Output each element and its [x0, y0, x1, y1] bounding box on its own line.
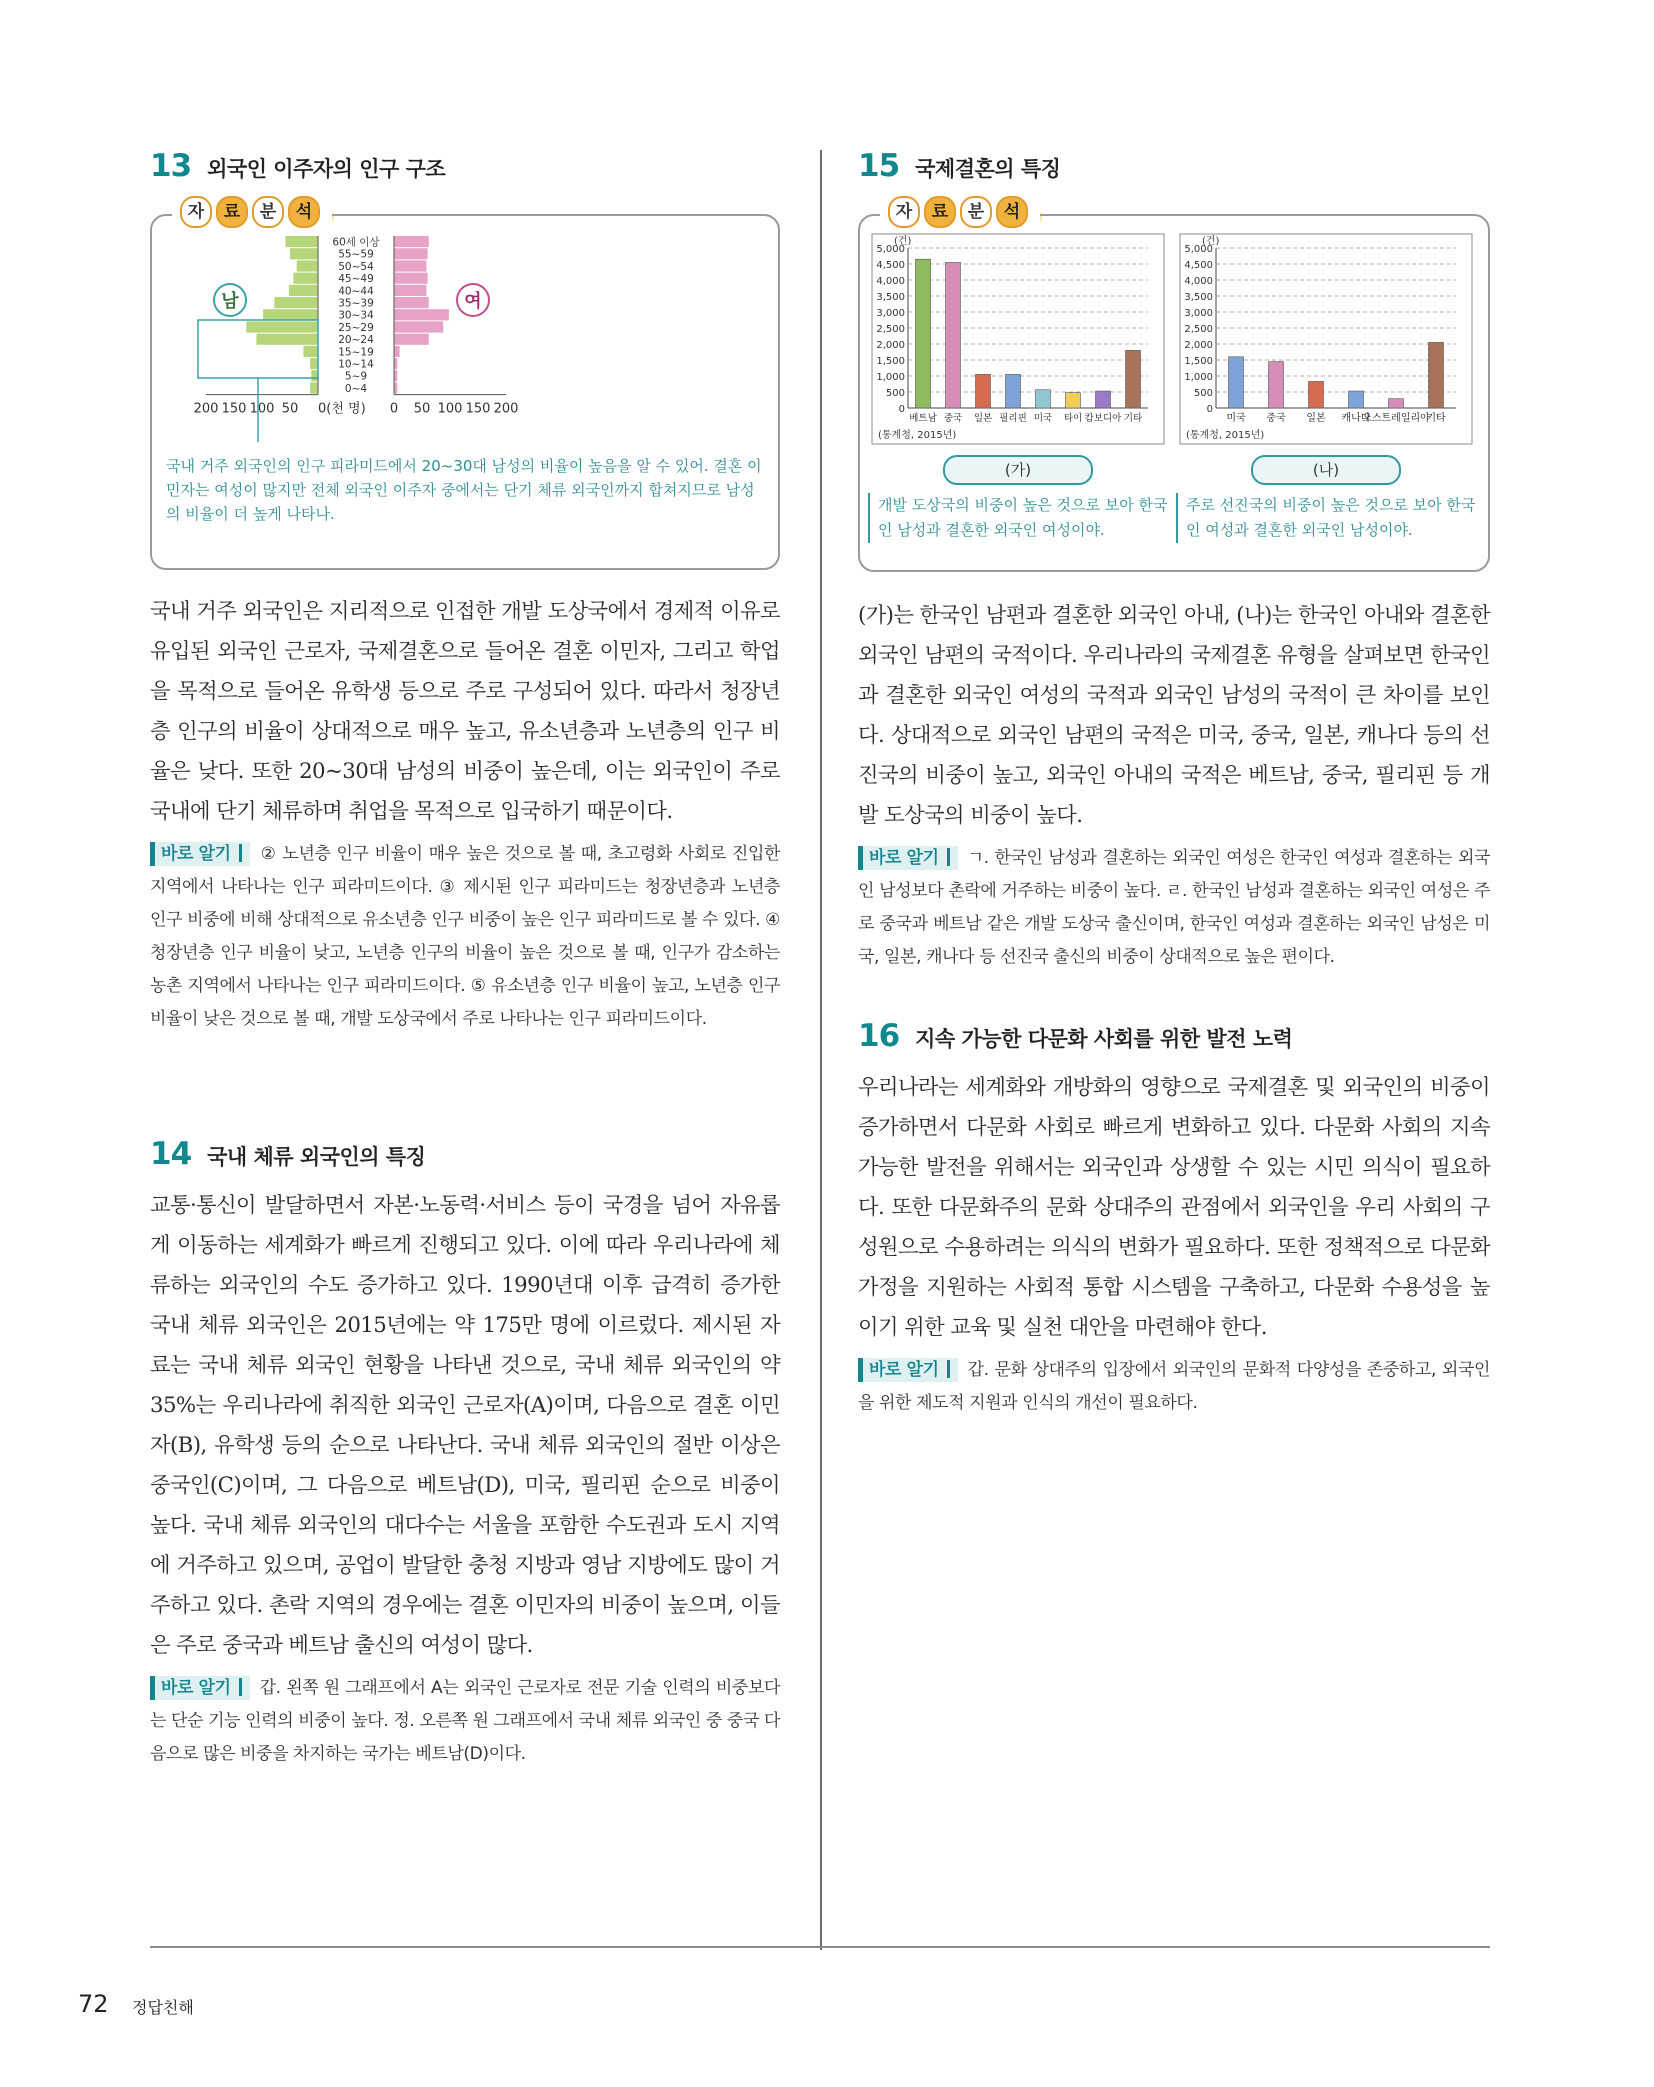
tag-char: 자 — [180, 196, 212, 228]
category-label: 캐나다 — [1341, 413, 1371, 424]
bar — [946, 262, 961, 408]
female-bar — [394, 321, 443, 332]
y-tick-label: 4,000 — [1184, 276, 1213, 287]
section-16-note — [858, 1354, 1490, 1420]
bar — [1096, 391, 1111, 408]
y-tick-label: 1,000 — [876, 372, 905, 383]
section-title: 외국인 이주자의 인구 구조 — [207, 157, 446, 181]
y-unit-label: (건) — [894, 236, 912, 247]
marriage-chart-b — [1176, 226, 1476, 451]
male-bar — [293, 273, 318, 284]
category-label: 캄보디아 — [1084, 413, 1122, 424]
female-bar — [394, 309, 449, 320]
x-tick-label: 100 — [437, 401, 463, 417]
x-tick-label: 150 — [221, 401, 247, 417]
category-label: 베트남 — [909, 413, 937, 424]
x-tick-label: 0(천 명) — [318, 401, 366, 417]
male-label: 남 — [221, 291, 239, 312]
tag-char: 료 — [924, 196, 956, 228]
chart-b-caption: 주로 선진국의 비중이 높은 것으로 보아 한국인 여성과 결혼한 외국인 남성이야. — [1176, 493, 1476, 543]
quick-check-badge: 바로 알기 — [150, 1676, 250, 1700]
x-tick-label: 50 — [413, 401, 431, 417]
female-bar — [394, 382, 397, 393]
category-label: 일본 — [973, 413, 993, 424]
male-bar — [310, 358, 318, 369]
section-title: 지속 가능한 다문화 사회를 위한 발전 노력 — [915, 1027, 1293, 1051]
quick-check-badge: 바로 알기 — [858, 846, 958, 870]
note-text: 갑. 왼쪽 원 그래프에서 A는 외국인 근로자로 전문 기술 인력의 비중보다는 단순 기능 인력의 비중이 높다. 정. 오른쪽 원 그래프에서 국내 체류 외국인 중 중국 다음으로 많은 비중을 차지하는 국가는 베트남(D)이다. — [150, 1678, 780, 1764]
section-13-body: 국내 거주 외국인은 지리적으로 인접한 개발 도상국에서 경제적 이유로 유입된 외국인 근로자, 국제결혼으로 들어온 결혼 이민자, 그리고 학업을 목적으로 들어온 유학생 등으로 주로 구성되어 있다. 따라서 청장년층 인구의 비율이 상대적으로 매우 높고, 유소년층과 노년층의 인구 비율은 낮다. 또한 20~30대 남성의 비중이 높은데, 이는 외국인이 주로 국내에 단기 체류하며 취업을 목적으로 입국하기 때문이다. — [150, 599, 780, 824]
column-divider — [820, 150, 822, 1950]
tag-char: 분 — [960, 196, 992, 228]
tag-char: 료 — [216, 196, 248, 228]
chart-a-label: (가) — [943, 455, 1093, 485]
female-bar — [394, 370, 397, 381]
y-tick-label: 1,000 — [1184, 372, 1213, 383]
age-label: 50~54 — [338, 260, 374, 273]
male-bar — [263, 309, 318, 320]
x-tick-label: 150 — [465, 401, 491, 417]
y-unit-label: (건) — [1202, 236, 1220, 247]
x-tick-label: 50 — [281, 401, 299, 417]
section-15-note — [858, 842, 1490, 974]
section-13-header — [150, 148, 780, 184]
marriage-chart-a — [868, 226, 1168, 451]
x-tick-label: 100 — [249, 401, 275, 417]
age-label: 60세 이상 — [332, 236, 380, 249]
age-label: 15~19 — [338, 346, 374, 359]
y-tick-label: 1,500 — [876, 356, 905, 367]
section-title: 국제결혼의 특징 — [915, 157, 1061, 181]
bar — [1269, 362, 1284, 408]
chart-caption: 국내 거주 외국인의 인구 피라미드에서 20~30대 남성의 비율이 높음을 알 수 있어. 결혼 이민자는 여성이 많지만 전체 외국인 이주자 중에서는 단기 체류 외국인까지 합쳐지므로 남성의 비율이 더 높게 나타나. — [166, 457, 762, 523]
y-tick-label: 5,000 — [876, 244, 905, 255]
y-tick-label: 3,500 — [876, 292, 905, 303]
category-label: 타이 — [1063, 413, 1083, 424]
chart-b-panel — [1176, 226, 1476, 543]
y-tick-label: 0 — [1206, 404, 1213, 415]
category-label: 필리핀 — [999, 413, 1027, 424]
bar — [1429, 342, 1444, 408]
male-bar — [290, 248, 318, 259]
data-analysis-tag — [172, 196, 332, 228]
y-tick-label: 3,000 — [1184, 308, 1213, 319]
male-bar — [256, 334, 318, 345]
data-analysis-box-15 — [858, 202, 1490, 572]
chart-a-caption: 개발 도상국의 비중이 높은 것으로 보아 한국인 남성과 결혼한 외국인 여성이야. — [868, 493, 1168, 543]
category-label: 오스트레일리아 — [1362, 413, 1430, 424]
y-tick-label: 2,000 — [876, 340, 905, 351]
section-number: 15 — [858, 148, 900, 184]
footer-rule — [150, 1946, 1490, 1948]
bar — [1006, 374, 1021, 408]
male-bar — [297, 260, 318, 271]
section-14-note — [150, 1672, 780, 1771]
bar — [1229, 357, 1244, 408]
male-bar — [310, 382, 318, 393]
tag-char: 석 — [996, 196, 1028, 228]
category-label: 중국 — [943, 413, 963, 424]
note-text: ㄱ. 한국인 남성과 결혼하는 외국인 여성은 한국인 여성과 결혼하는 외국인 남성보다 촌락에 거주하는 비중이 높다. ㄹ. 한국인 남성과 결혼하는 외국인 여성은 주로 중국과 베트남 같은 개발 도상국 출신이며, 한국인 여성과 결혼하는 외국인 남성은 미국, 일본, 캐나다 등 선진국 출신의 비중이 상대적으로 높은 편이다. — [858, 848, 1490, 967]
y-tick-label: 500 — [885, 388, 905, 399]
x-tick-label: 200 — [193, 401, 219, 417]
right-column — [858, 148, 1490, 1420]
section-15-body: (가)는 한국인 남편과 결혼한 외국인 아내, (나)는 한국인 아내와 결혼한 외국인 남편의 국적이다. 우리나라의 국제결혼 유형을 살펴보면 한국인과 결혼한 외국인 여성의 국적과 외국인 남성의 국적이 큰 차이를 보인다. 상대적으로 외국인 남편의 국적은 미국, 중국, 일본, 캐나다 등의 선진국의 비중이 높고, 외국인 아내의 국적은 베트남, 중국, 필리핀 등 개발 도상국의 비중이 높다. — [858, 603, 1491, 828]
y-tick-label: 4,500 — [876, 260, 905, 271]
y-tick-label: 3,500 — [1184, 292, 1213, 303]
bar — [1389, 399, 1404, 408]
category-label: 중국 — [1266, 413, 1286, 424]
section-title: 국내 체류 외국인의 특징 — [207, 1145, 426, 1169]
note-text: ② 노년층 인구 비율이 매우 높은 것으로 볼 때, 초고령화 사회로 진입한 지역에서 나타나는 인구 피라미드이다. ③ 제시된 인구 피라미드는 청장년층과 노년층 인구 비중에 비해 상대적으로 유소년층 인구 비중이 높은 인구 피라미드로 볼 수 있다. ④ 청장년층 인구 비율이 낮고, 노년층 인구의 비율이 높은 것으로 볼 때, 인구가 감소하는 농촌 지역에서 나타나는 인구 피라미드이다. ⑤ 유소년층 인구 비율이 높고, 노년층 인구 비율이 낮은 것으로 볼 때, 개발 도상국에서 주로 나타나는 인구 피라미드이다. — [150, 844, 780, 1029]
quick-check-badge: 바로 알기 — [858, 1358, 958, 1382]
section-13-note — [150, 838, 780, 1036]
source-label: (통계청, 2015년) — [1186, 430, 1265, 441]
male-bar — [286, 236, 318, 247]
female-bar — [394, 334, 429, 345]
category-label: 일본 — [1306, 413, 1326, 424]
y-tick-label: 5,000 — [1184, 244, 1213, 255]
category-label: 기타 — [1426, 413, 1446, 424]
y-tick-label: 3,000 — [876, 308, 905, 319]
chart-a-panel — [868, 226, 1168, 543]
section-16-body: 우리나라는 세계화와 개방화의 영향으로 국제결혼 및 외국인의 비중이 증가하면서 다문화 사회로 빠르게 변화하고 있다. 다문화 사회의 지속 가능한 발전을 위해서는 외국인과 상생할 수 있는 시민 의식이 필요하다. 또한 다문화주의 문화 상대주의 관점에서 외국인을 우리 사회의 구성원으로 수용하려는 의식의 변화가 필요하다. 또한 정책적으로 다문화 가정을 지원하는 사회적 통합 시스템을 구축하고, 다문화 수용성을 높이기 위한 교육 및 실천 대안을 마련해야 한다. — [858, 1075, 1490, 1340]
y-tick-label: 1,500 — [1184, 356, 1213, 367]
male-bar — [303, 346, 318, 357]
y-tick-label: 0 — [898, 404, 905, 415]
page-number: 72 — [78, 1990, 109, 2018]
bar — [1036, 390, 1051, 408]
female-bar — [394, 236, 429, 247]
age-label: 0~4 — [344, 382, 368, 395]
quick-check-badge: 바로 알기 — [150, 842, 250, 866]
female-label: 여 — [464, 291, 482, 312]
age-label: 35~39 — [338, 297, 374, 310]
y-tick-label: 4,500 — [1184, 260, 1213, 271]
bar — [976, 374, 991, 408]
female-bar — [394, 285, 426, 296]
male-bar — [311, 370, 318, 381]
female-bar — [394, 248, 428, 259]
x-tick-label: 0 — [389, 401, 399, 417]
female-bar — [394, 346, 400, 357]
male-bar — [289, 285, 318, 296]
age-label: 30~34 — [338, 309, 374, 322]
category-label: 미국 — [1033, 413, 1053, 424]
section-15-header — [858, 148, 1490, 184]
bar — [1349, 391, 1364, 408]
male-bar — [246, 321, 318, 332]
age-label: 20~24 — [338, 334, 374, 347]
female-bar — [394, 273, 428, 284]
age-label: 10~14 — [338, 358, 374, 371]
population-pyramid-chart — [166, 228, 766, 448]
male-bar — [274, 297, 318, 308]
bar — [1126, 350, 1141, 408]
section-number: 14 — [150, 1136, 192, 1172]
data-analysis-tag — [880, 196, 1040, 228]
y-tick-label: 500 — [1193, 388, 1213, 399]
age-label: 45~49 — [338, 273, 374, 286]
bar — [1066, 393, 1081, 408]
tag-char: 분 — [252, 196, 284, 228]
y-tick-label: 2,000 — [1184, 340, 1213, 351]
female-bar — [394, 260, 426, 271]
data-analysis-box-13 — [150, 202, 780, 570]
source-label: (통계청, 2015년) — [878, 430, 957, 441]
bar — [1309, 381, 1324, 408]
section-14-body: 교통·통신이 발달하면서 자본·노동력·서비스 등이 국경을 넘어 자유롭게 이동하는 세계화가 빠르게 진행되고 있다. 이에 따라 우리나라에 체류하는 외국인의 수도 증가하고 있다. 1990년대 이후 급격히 증가한 국내 체류 외국인은 2015년에는 약 175만 명에 이르렀다. 제시된 자료는 국내 체류 외국인 현황을 나타낸 것으로, 국내 체류 외국인의 약 35%는 우리나라에 취직한 외국인 근로자(A)이며, 다음으로 결혼 이민자(B), 유학생 등의 순으로 나타난다. 국내 체류 외국인의 절반 이상은 중국인(C)이며, 그 다음으로 베트남(D), 미국, 필리핀 순으로 비중이 높다. 국내 체류 외국인의 대다수는 서울을 포함한 수도권과 도시 지역에 거주하고 있으며, 공업이 발달한 충청 지방과 영남 지방에도 많이 거주하고 있다. 촌락 지역의 경우에는 결혼 이민자의 비중이 높으며, 이들은 주로 중국과 베트남 출신의 여성이 많다. — [150, 1193, 780, 1658]
bar — [916, 259, 931, 408]
y-tick-label: 4,000 — [876, 276, 905, 287]
age-label: 25~29 — [338, 321, 374, 334]
section-14-header — [150, 1136, 780, 1172]
chart-b-label: (나) — [1251, 455, 1401, 485]
female-bar — [394, 358, 397, 369]
age-label: 5~9 — [344, 370, 368, 383]
category-label: 미국 — [1226, 413, 1246, 424]
age-label: 55~59 — [338, 248, 374, 261]
y-tick-label: 2,500 — [876, 324, 905, 335]
tag-char: 석 — [288, 196, 320, 228]
y-tick-label: 2,500 — [1184, 324, 1213, 335]
footer-label: 정답친해 — [132, 1998, 194, 2017]
note-text: 갑. 문화 상대주의 입장에서 외국인의 문화적 다양성을 존중하고, 외국인을 위한 제도적 지원과 인식의 개선이 필요하다. — [858, 1360, 1490, 1413]
tag-char: 자 — [888, 196, 920, 228]
section-number: 13 — [150, 148, 192, 184]
female-bar — [394, 297, 429, 308]
age-label: 40~44 — [338, 285, 374, 298]
section-number: 16 — [858, 1018, 900, 1054]
section-16-header — [858, 1018, 1490, 1054]
left-column — [150, 148, 780, 1771]
category-label: 기타 — [1123, 413, 1143, 424]
x-tick-label: 200 — [493, 401, 519, 417]
